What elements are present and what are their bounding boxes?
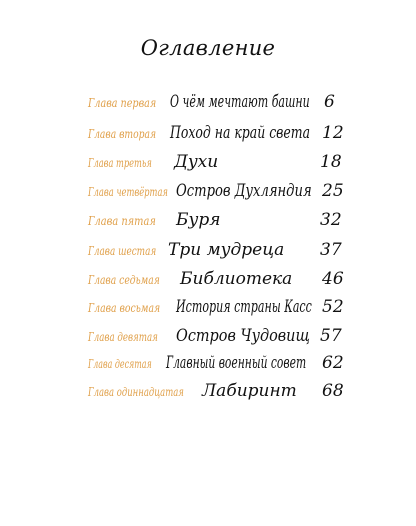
chapter-label: Глава шестая [88, 244, 157, 258]
chapter-title: Буря [176, 210, 221, 230]
chapter-title: Библиотека [180, 269, 293, 289]
toc-entry [0, 240, 416, 264]
page-number: 62 [322, 353, 344, 373]
chapter-title: История страны Касс [176, 297, 312, 317]
page-number: 57 [320, 326, 342, 346]
chapter-label: Глава одиннадцатая [88, 385, 184, 399]
chapter-label: Глава десятая [88, 357, 152, 371]
toc-entry [0, 326, 416, 350]
toc-entry [0, 269, 416, 293]
chapter-label: Глава девятая [88, 330, 158, 344]
page-number: 25 [322, 181, 344, 201]
page-number: 37 [320, 240, 342, 260]
chapter-label: Глава вторая [88, 127, 157, 141]
page-number: 32 [320, 210, 342, 230]
chapter-label: Глава седьмая [88, 273, 160, 287]
toc-entry [0, 152, 416, 176]
chapter-label: Глава восьмая [88, 301, 161, 315]
toc-entry [0, 92, 416, 116]
toc-entry [0, 210, 416, 234]
toc-entry [0, 123, 416, 147]
toc-entry [0, 297, 416, 321]
chapter-title: Духи [174, 152, 219, 172]
page-title: Оглавление [140, 36, 276, 60]
chapter-label: Глава четвёртая [88, 185, 168, 199]
chapter-title: О чём мечтают башни [170, 92, 310, 112]
toc-entry [0, 353, 416, 377]
page-number: 46 [322, 269, 344, 289]
chapter-title: Главный военный совет [166, 353, 307, 373]
page-number: 12 [322, 123, 344, 143]
chapter-title: Остров Духляндия [176, 181, 312, 201]
page-number: 52 [322, 297, 344, 317]
chapter-title: Лабиринт [202, 381, 297, 401]
chapter-label: Глава первая [88, 96, 157, 110]
chapter-label: Глава третья [88, 156, 152, 170]
page-number: 68 [322, 381, 344, 401]
page-number: 18 [320, 152, 342, 172]
toc-entry [0, 181, 416, 205]
page-number: 6 [324, 92, 335, 112]
toc-entry [0, 381, 416, 405]
chapter-label: Глава пятая [88, 214, 156, 228]
chapter-title: Три мудреца [168, 240, 285, 260]
chapter-title: Остров Чудовищ [176, 326, 310, 346]
chapter-title: Поход на край света [170, 123, 311, 143]
